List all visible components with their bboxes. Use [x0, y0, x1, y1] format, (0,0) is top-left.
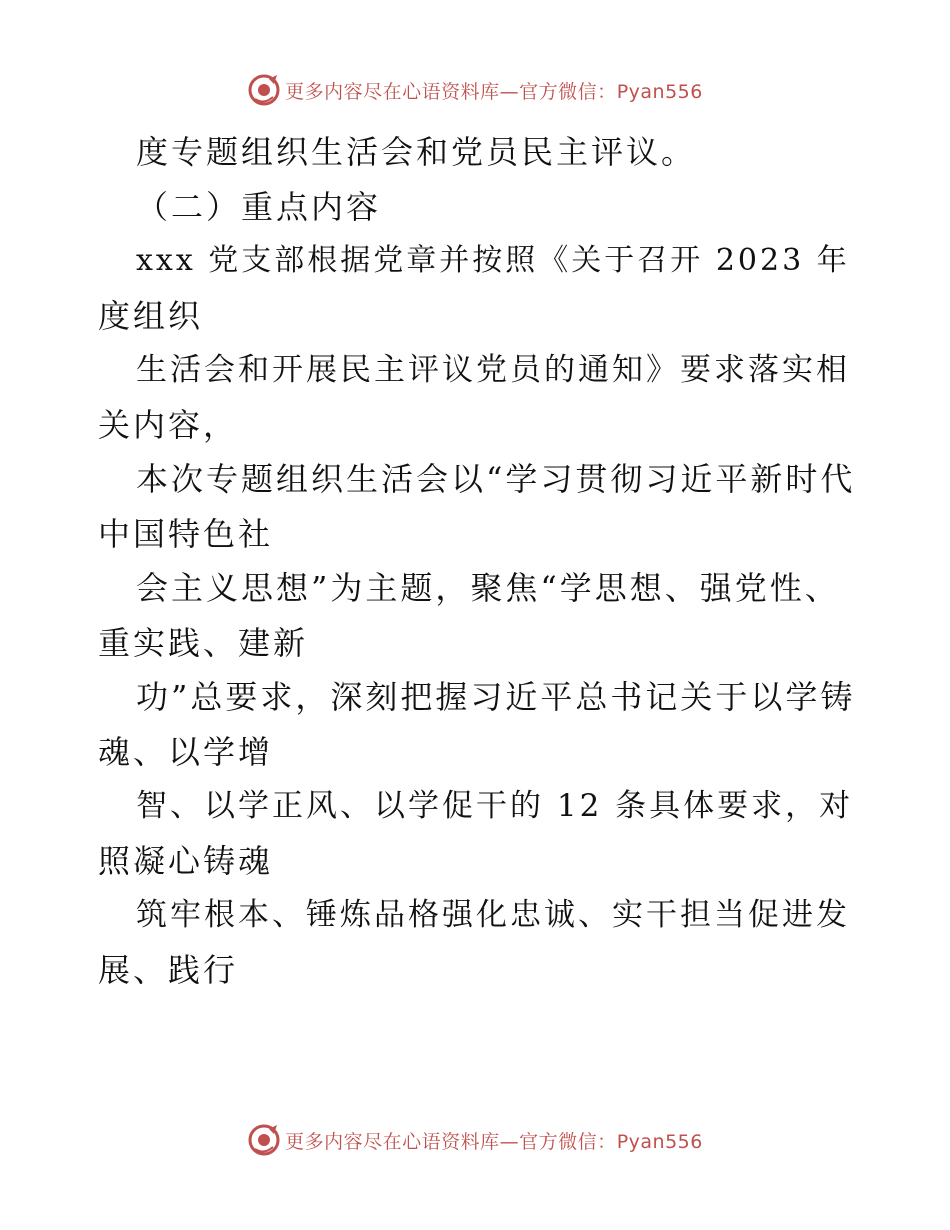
banner-site-text: 更多内容尽在心语资料库: [285, 1130, 500, 1153]
body-line: 度组织: [98, 296, 204, 335]
header-banner: [0, 70, 950, 110]
document-body: [98, 125, 858, 997]
body-line: 照凝心铸魂: [98, 841, 274, 880]
body-line: xxx 党支部根据党章并按照《关于召开 2023 年: [136, 243, 850, 278]
body-line: 重实践、建新: [98, 623, 309, 662]
body-line: 智、以学正风、以学促干的 12 条具体要求，对: [136, 788, 854, 824]
footer-banner: [0, 1120, 950, 1160]
body-line: 展、践行: [98, 950, 239, 989]
banner-official-label: 官方微信：: [519, 1130, 617, 1153]
body-line: 生活会和开展民主评议党员的通知》要求落实相: [136, 352, 850, 388]
body-line: 中国特色社: [98, 514, 274, 553]
banner-separator: —: [499, 1130, 520, 1153]
body-line: 筑牢根本、锤炼品格强化忠诚、实干担当促进发: [136, 897, 850, 933]
body-line: 会主义思想”为主题，聚焦“学思想、强党性、: [136, 569, 840, 607]
banner-text: [285, 1127, 703, 1154]
banner-official-label: 官方微信：: [519, 80, 617, 103]
body-line: 魂、以学增: [98, 732, 274, 771]
body-line: 功”总要求，深刻把握习近平总书记关于以学铸: [136, 678, 856, 716]
banner-wechat-handle: Pyan556: [616, 1130, 703, 1153]
section-heading: （二）重点内容: [136, 187, 382, 226]
brand-logo-icon: [247, 1123, 281, 1157]
banner-text: [285, 77, 703, 104]
banner-wechat-handle: Pyan556: [616, 80, 703, 103]
banner-site-text: 更多内容尽在心语资料库: [285, 80, 500, 103]
body-line: 度专题组织生活会和党员民主评议。: [136, 133, 697, 171]
body-line: 关内容，: [98, 405, 239, 444]
brand-logo-icon: [247, 73, 281, 107]
body-line: 本次专题组织生活会以“学习贯彻习近平新时代: [136, 460, 856, 498]
banner-separator: —: [499, 80, 520, 103]
